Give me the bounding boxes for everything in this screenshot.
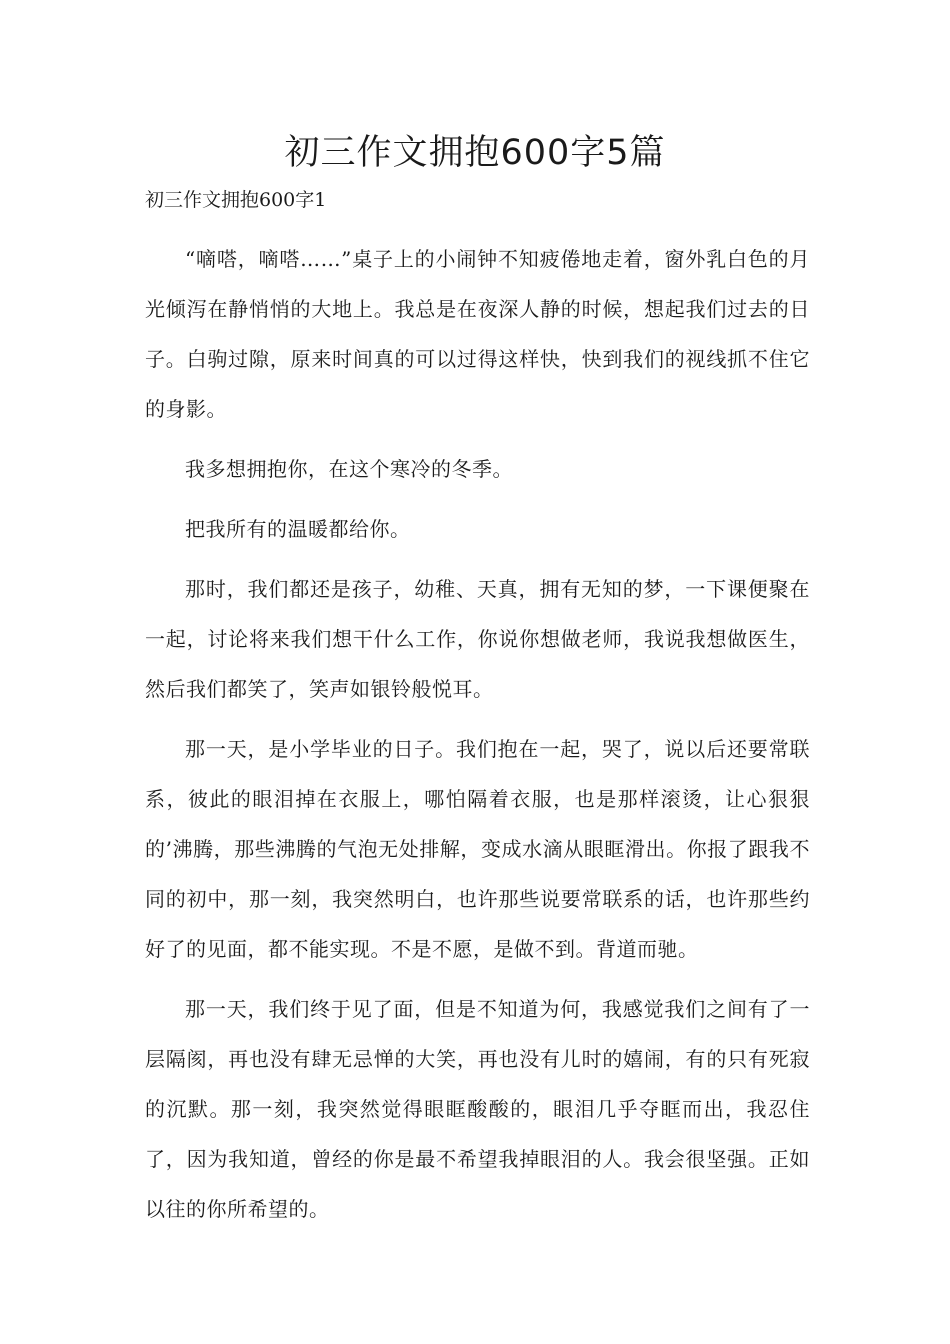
paragraph: 把我所有的温暖都给你。: [185, 517, 411, 541]
paragraph: 我多想拥抱你，在这个寒冷的冬季。: [185, 457, 513, 481]
paragraph: 那一天，我们终于见了面，但是不知道为何，我感觉我们之间有了一层隔阂，再也没有肆无忌惮的大笑，再也没有儿时的嬉闹，有的只有死寂的沉默。那一刻，我突然觉得眼眶酸酸的，眼泪几乎夺眶而出，我忍住了，因为我知道，曾经的你是最不希望我掉眼泪的人。我会很坚强。正如以往的你所希望的。: [145, 997, 810, 1221]
section-heading: 初三作文拥抱600字1: [145, 189, 327, 211]
paragraph: “嘀嗒，嘀嗒……”桌子上的小闹钟不知疲倦地走着，窗外乳白色的月光倾泻在静悄悄的大地上。我总是在夜深人静的时候，想起我们过去的日子。白驹过隙，原来时间真的可以过得这样快，快到我们的视线抓不住它的身影。: [145, 247, 810, 421]
paragraph: 那时，我们都还是孩子，幼稚、天真，拥有无知的梦，一下课便聚在一起，讨论将来我们想干什么工作，你说你想做老师，我说我想做医生，然后我们都笑了，笑声如银铃般悦耳。: [145, 577, 810, 701]
essay-body: [145, 234, 810, 1244]
document-title: 初三作文拥抱600字5篇: [284, 133, 666, 173]
paragraph: 那一天，是小学毕业的日子。我们抱在一起，哭了，说以后还要常联系，彼此的眼泪掉在衣服上，哪怕隔着衣服，也是那样滚烫，让心狠狠的’沸腾，那些沸腾的气泡无处排解，变成水滴从眼眶滑出。你报了跟我不同的初中，那一刻，我突然明白，也许那些说要常联系的话，也许那些约好了的见面，都不能实现。不是不愿，是做不到。背道而驰。: [145, 737, 810, 961]
